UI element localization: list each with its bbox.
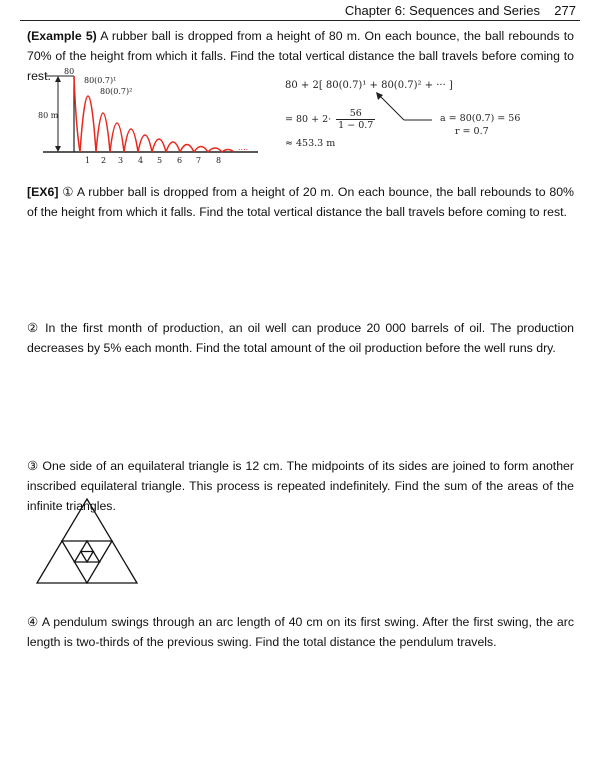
- height-arrow-head-down: [55, 146, 61, 152]
- ex6-question-1: [27, 182, 574, 222]
- bounce-5-arc: [138, 135, 152, 152]
- bounce-2-arc: [96, 113, 110, 152]
- tick-label-6: 6: [177, 156, 183, 165]
- note-a: a = 80(0.7) = 56: [440, 113, 521, 124]
- bounce-6-arc: [152, 139, 166, 152]
- tick-label-5: 5: [157, 156, 163, 165]
- bounce-1-label: 80(0.7)¹: [84, 76, 117, 85]
- solution-line-2-prefix: = 80 + 2·: [285, 114, 332, 125]
- bounce-1-arc: [80, 96, 96, 152]
- solution-line-1: 80 + 2[ 80(0.7)¹ + 80(0.7)² + ··· ]: [285, 80, 453, 91]
- drop-curve: [74, 76, 80, 152]
- note-r: r = 0.7: [455, 126, 489, 137]
- bounce-8-arc: [180, 145, 194, 153]
- bounce-3-arc: [110, 123, 124, 152]
- tick-label-1: 1: [85, 156, 91, 165]
- page-header: [20, 0, 580, 21]
- bounce-7-arc: [166, 142, 180, 152]
- tick-label-3: 3: [118, 156, 124, 165]
- tick-label-8: 8: [216, 156, 222, 165]
- bounce-2-label: 80(0.7)²: [100, 87, 133, 96]
- tick-label-4: 4: [138, 156, 144, 165]
- bounce-figure: [38, 68, 263, 168]
- solution-arrow: [370, 90, 440, 130]
- example-5-label: (Example 5): [27, 29, 97, 43]
- example-5-body: A rubber ball is dropped from a height of 80 m. On each bounce, the ball rebounds to 70% of the height from which it falls. Find the total vertical distance the ball travels before coming to rest.: [27, 29, 574, 83]
- tick-label-2: 2: [101, 156, 107, 165]
- height-arrow-head-up: [55, 76, 61, 82]
- ellipsis-label: ....: [238, 143, 249, 152]
- bounce-4-arc: [124, 129, 138, 152]
- page-number: 277: [554, 3, 576, 18]
- ex6-question-1-text: ① A rubber ball is dropped from a height of 20 m. On each bounce, the ball rebounds to 80% of the height from which it falls. Find the total vertical distance the ball travels before coming to rest.: [27, 185, 574, 219]
- tick-label-7: 7: [196, 156, 202, 165]
- nested-triangles-figure: [35, 497, 139, 587]
- fraction-denominator: 1 − 0.7: [338, 120, 374, 131]
- height-label: 80 m: [38, 111, 59, 120]
- solution-line-2: [285, 108, 375, 131]
- chapter-title: Chapter 6: Sequences and Series: [344, 3, 540, 18]
- top-label: 80: [64, 68, 75, 76]
- ex6-label: [EX6]: [27, 185, 59, 199]
- inner-triangle-3: [81, 552, 94, 563]
- solution-line-3: ≈ 453.3 m: [285, 138, 336, 149]
- ex6-question-4: ④ A pendulum swings through an arc length of 40 cm on its first swing. After the first swing, the arc length is two-thirds of the previous swing. Find the total distance the pendulum travels.: [27, 615, 574, 649]
- ex6-question-2: ② In the first month of production, an oil well can produce 20 000 barrels of oil. The production decreases by 5% each month. Find the total amount of the oil production before the well runs dry.: [27, 321, 574, 355]
- fraction-numerator: 56: [336, 108, 375, 120]
- bounce-9-arc: [194, 147, 208, 153]
- ex6-question-3: ③ One side of an equilateral triangle is 12 cm. The midpoints of its sides are joined to form another inscribed equilateral triangle. This process is repeated indefinitely. Find the sum of the areas of the infinite triangles.: [27, 459, 574, 513]
